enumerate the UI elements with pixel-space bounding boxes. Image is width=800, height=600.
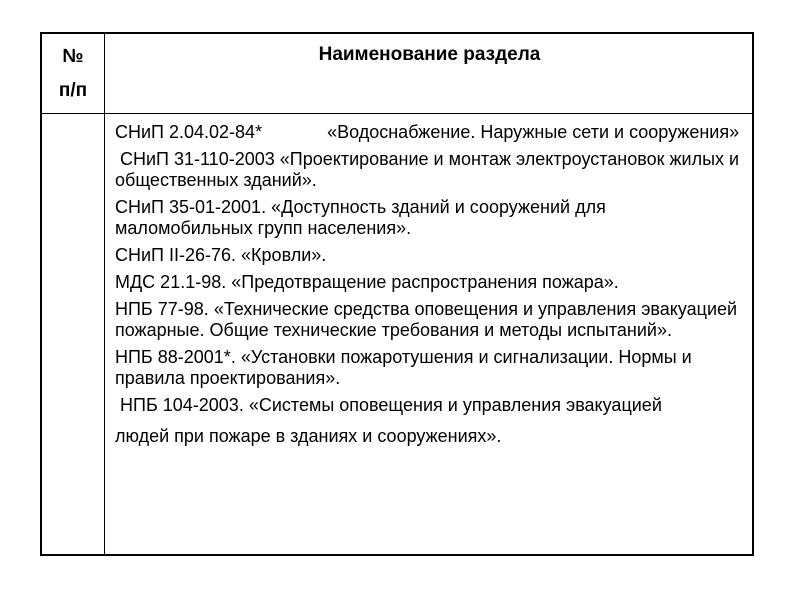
document-title: «Технические средства оповещения и управления эвакуацией пожарные. Общие технические требования и методы испытаний». <box>115 299 738 340</box>
number-column-header <box>42 40 104 108</box>
list-item <box>115 122 745 143</box>
list-item <box>115 272 745 293</box>
list-item-continuation: людей при пожаре в зданиях и сооружениях». <box>115 426 502 446</box>
number-header-line2: п/п <box>58 80 88 101</box>
document-title: «Водоснабжение. Наружные сети и сооружения» <box>327 122 740 142</box>
list-item <box>115 197 745 239</box>
document-title: «Системы оповещения и управления эвакуацией <box>248 395 662 415</box>
list-item <box>115 347 745 389</box>
name-column-header: Наименование раздела <box>318 44 541 65</box>
document-code: НПБ 77-98. <box>115 299 209 319</box>
list-item <box>115 245 745 266</box>
document-title: «Установки пожаротушения и сигнализации. Нормы и правила проектирования». <box>115 347 692 388</box>
document-code: НПБ 88-2001*. <box>115 347 236 367</box>
document-code: СНиП II-26-76. <box>115 245 237 265</box>
document-code: СНиП 2.04.02-84* <box>115 122 263 142</box>
section-list <box>115 122 745 453</box>
document-code: СНиП 35-01-2001. <box>115 197 267 217</box>
document-code: МДС 21.1-98. <box>115 272 227 292</box>
document-code: СНиП 31-110-2003 <box>115 149 275 169</box>
list-item <box>115 299 745 341</box>
document-title: «Доступность зданий и сооружений для маломобильных групп населения». <box>115 197 606 238</box>
header-divider <box>42 113 752 114</box>
document-title: «Проектирование и монтаж электроустановок жилых и общественных зданий». <box>115 149 740 190</box>
norms-table <box>40 32 754 556</box>
document-title: «Кровли». <box>241 245 327 265</box>
number-header-line1: № <box>62 46 84 67</box>
column-divider <box>104 34 105 554</box>
list-item <box>115 149 745 191</box>
document-code: НПБ 104-2003. <box>115 395 244 415</box>
document-title: «Предотвращение распространения пожара». <box>231 272 619 292</box>
list-item <box>115 395 745 416</box>
